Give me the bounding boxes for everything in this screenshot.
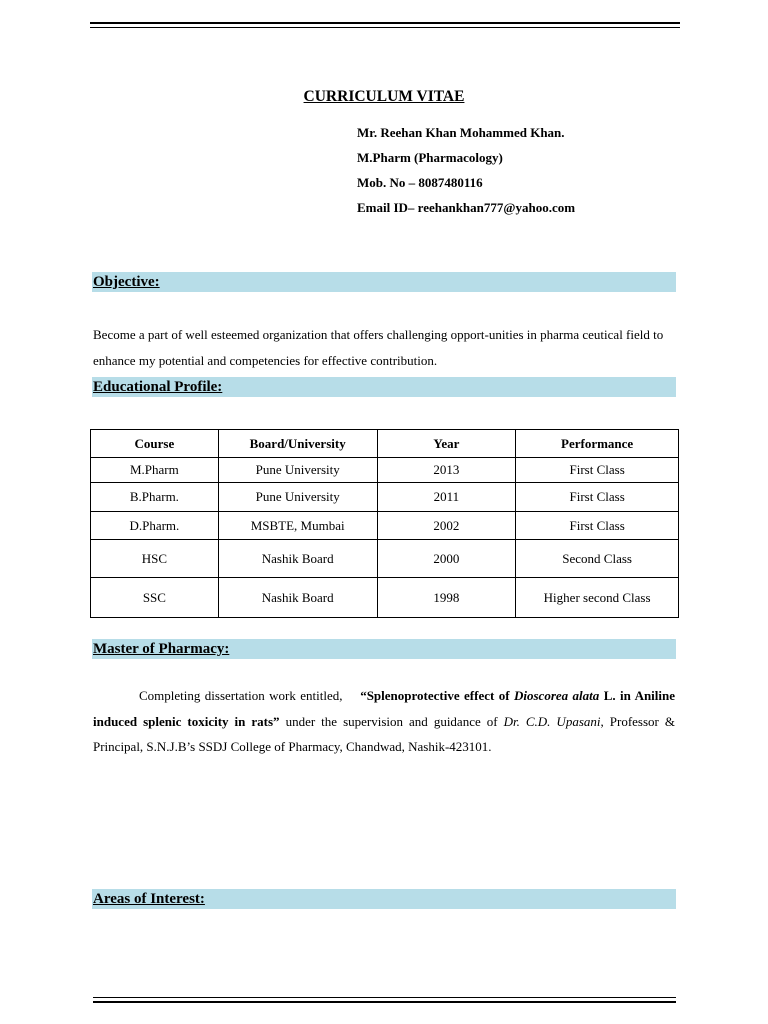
table-cell: B.Pharm. bbox=[91, 483, 219, 512]
table-cell: First Class bbox=[516, 458, 679, 483]
table-cell: M.Pharm bbox=[91, 458, 219, 483]
dissertation-title-part1: “Splenoprotective effect of bbox=[360, 688, 514, 703]
table-cell: Second Class bbox=[516, 540, 679, 578]
section-master bbox=[92, 639, 676, 659]
section-education-label: Educational Profile: bbox=[93, 379, 223, 395]
section-interest-label: Areas of Interest: bbox=[93, 891, 205, 907]
dissertation-title-part2: L. in Aniline induced splenic toxicity in rats” bbox=[93, 688, 676, 729]
table-row bbox=[91, 512, 679, 540]
table-cell: Nashik Board bbox=[218, 540, 377, 578]
table-header-row bbox=[91, 430, 679, 458]
section-interest bbox=[92, 889, 676, 909]
table-cell: SSC bbox=[91, 578, 219, 618]
table-cell: 2000 bbox=[377, 540, 516, 578]
table-cell: Higher second Class bbox=[516, 578, 679, 618]
section-objective bbox=[92, 272, 676, 292]
table-row bbox=[91, 578, 679, 618]
table-cell: Pune University bbox=[218, 458, 377, 483]
master-supervision: under the supervision and guidance of bbox=[279, 713, 504, 729]
dissertation-species: Dioscorea alata bbox=[513, 688, 600, 703]
table-cell: D.Pharm. bbox=[91, 512, 219, 540]
contact-email: Email ID– reehankhan777@yahoo.com bbox=[357, 200, 576, 215]
document-title: CURRICULUM VITAE bbox=[303, 88, 465, 105]
table-header-cell: Year bbox=[377, 430, 516, 458]
table-header-cell: Performance bbox=[516, 430, 679, 458]
objective-text: Become a part of well esteemed organization that offers challenging opport-unities in pharma ceutical field to enhance my potential and competencies for effective contribution. bbox=[93, 327, 664, 368]
top-border-rule bbox=[90, 22, 680, 28]
table-cell: 1998 bbox=[377, 578, 516, 618]
table-cell: MSBTE, Mumbai bbox=[218, 512, 377, 540]
education-table bbox=[90, 429, 679, 618]
table-row bbox=[91, 458, 679, 483]
table-cell: 2002 bbox=[377, 512, 516, 540]
table-row bbox=[91, 540, 679, 578]
master-rest: , Professor & Principal, S.N.J.B’s SSDJ College of Pharmacy, Chandwad, Nashik-423101. bbox=[93, 713, 675, 754]
contact-mobile: Mob. No – 8087480116 bbox=[357, 175, 483, 190]
table-cell: First Class bbox=[516, 483, 679, 512]
table-cell: HSC bbox=[91, 540, 219, 578]
table-cell: Nashik Board bbox=[218, 578, 377, 618]
section-master-label: Master of Pharmacy: bbox=[93, 641, 230, 657]
table-row bbox=[91, 483, 679, 512]
section-objective-label: Objective: bbox=[93, 274, 160, 290]
table-cell: First Class bbox=[516, 512, 679, 540]
master-intro: Completing dissertation work entitled, bbox=[139, 688, 343, 703]
table-header-cell: Board/University bbox=[218, 430, 377, 458]
table-cell: 2013 bbox=[377, 458, 516, 483]
table-cell: Pune University bbox=[218, 483, 377, 512]
master-guide: Dr. C.D. Upasani bbox=[503, 713, 601, 729]
bottom-border-rule bbox=[93, 997, 676, 1003]
table-cell: 2011 bbox=[377, 483, 516, 512]
contact-degree: M.Pharm (Pharmacology) bbox=[357, 150, 503, 165]
section-education bbox=[92, 377, 676, 397]
master-paragraph bbox=[93, 683, 675, 760]
table-header-cell: Course bbox=[91, 430, 219, 458]
contact-name: Mr. Reehan Khan Mohammed Khan. bbox=[357, 125, 565, 140]
